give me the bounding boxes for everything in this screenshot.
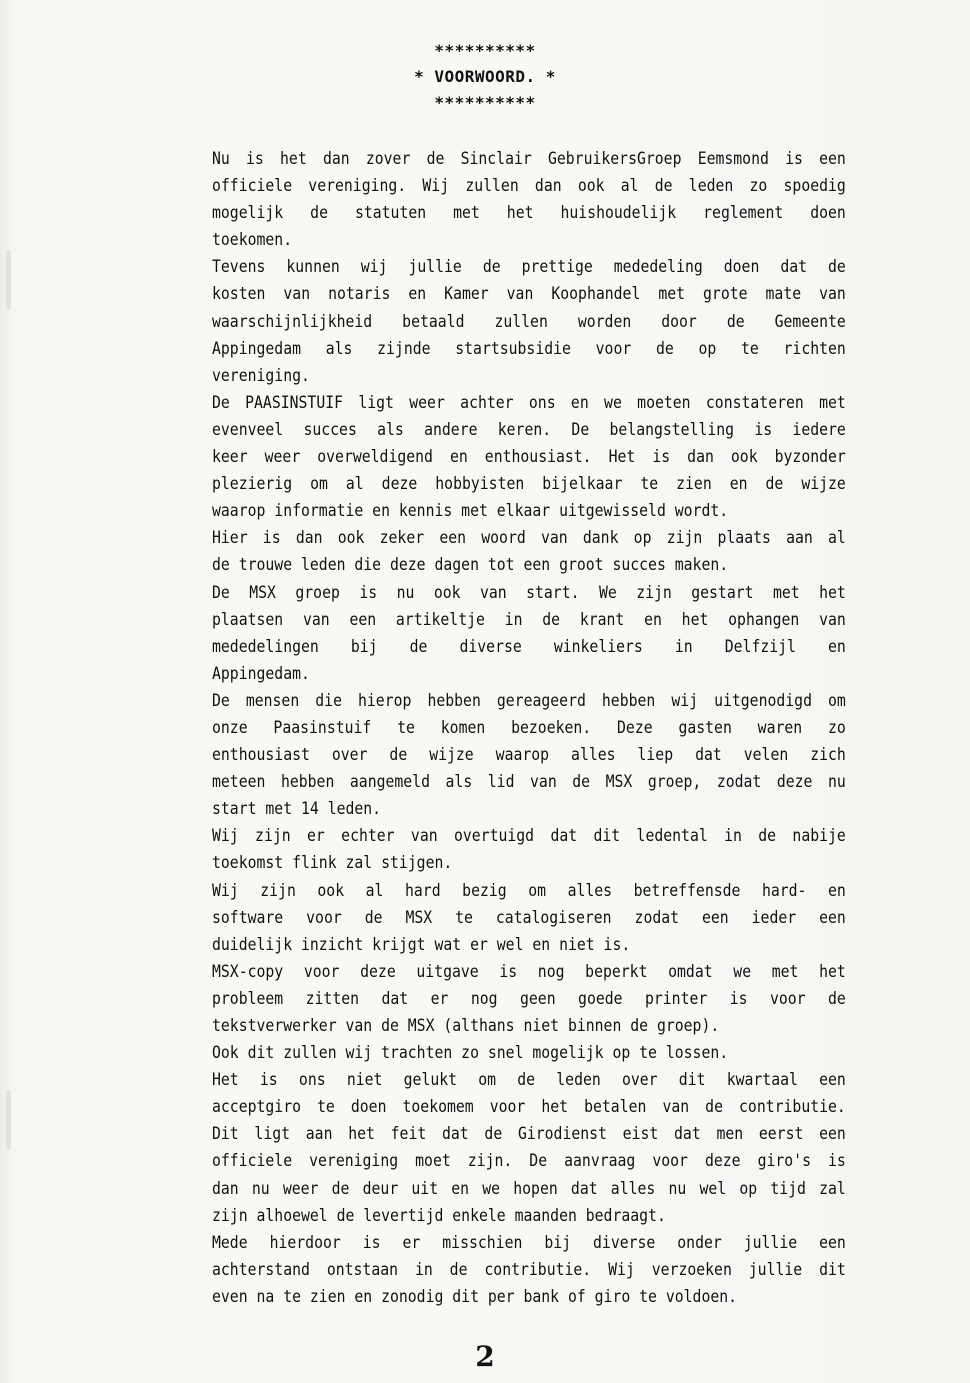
header-stars-bottom: **********	[434, 93, 536, 112]
text-line: probleem zitten dat er nog geen goede printer is voor de	[212, 988, 846, 1009]
text-line: Appingedam als zijnde startsubsidie voor de op te richten	[212, 338, 846, 359]
punch-hole-mark	[6, 250, 11, 310]
text-line: even na te zien en zonodig dit per bank of giro te voldoen.	[212, 1286, 738, 1307]
text-line: Mede hierdoor is er misschien bij diverse onder jullie een	[212, 1232, 846, 1253]
page-number: 2	[475, 1340, 495, 1373]
text-line: Ook dit zullen wij trachten zo snel mogelijk op te lossen.	[212, 1043, 729, 1064]
page-title: * VOORWOORD. *	[414, 67, 556, 86]
text-line: plaatsen van een artikeltje in de krant en het ophangen van	[212, 609, 846, 630]
text-line: start met 14 leden.	[212, 799, 382, 820]
header-stars-top: **********	[434, 41, 536, 60]
text-line: officiele vereniging moet zijn. De aanvraag voor deze giro's is	[212, 1151, 846, 1172]
text-line: achterstand ontstaan in de contributie. Wij verzoeken jullie dit	[212, 1259, 846, 1280]
text-line: De MSX groep is nu ook van start. We zijn gestart met het	[212, 582, 846, 603]
text-line: zijn alhoewel de levertijd enkele maanden bedraagt.	[212, 1205, 666, 1226]
text-line: vereniging.	[212, 365, 310, 386]
text-line: De mensen die hierop hebben gereageerd hebben wij uitgenodigd om	[212, 690, 846, 711]
text-line: toekomst flink zal stijgen.	[212, 853, 453, 874]
text-line: toekomen.	[212, 230, 293, 251]
text-line: De PAASINSTUIF ligt weer achter ons en we moeten constateren met	[212, 392, 846, 413]
text-line: Dit ligt aan het feit dat de Girodienst eist dat men eerst een	[212, 1124, 846, 1145]
text-line: officiele vereniging. Wij zullen dan ook al de leden zo spoedig	[212, 176, 846, 197]
text-line: meteen hebben aangemeld als lid van de MSX groep, zodat deze nu	[212, 772, 846, 793]
text-line: Appingedam.	[212, 663, 310, 684]
text-line: MSX-copy voor deze uitgave is nog beperkt omdat we met het	[212, 961, 846, 982]
text-line: Hier is dan ook zeker een woord van dank op zijn plaats aan al	[212, 528, 846, 549]
text-line: software voor de MSX te catalogiseren zodat een ieder een	[212, 907, 846, 928]
text-line: enthousiast over de wijze waarop alles liep dat velen zich	[212, 745, 846, 766]
text-line: waarschijnlijkheid betaald zullen worden door de Gemeente	[212, 311, 846, 332]
text-line: Wij zijn ook al hard bezig om alles betreffensde hard- en	[212, 880, 846, 901]
text-line: mogelijk de statuten met het huishoudelijk reglement doen	[212, 203, 846, 224]
foreword-text	[212, 146, 846, 1311]
text-line: waarop informatie en kennis met elkaar uitgewisseld wordt.	[212, 501, 729, 522]
text-line: mededelingen bij de diverse winkeliers in Delfzijl en	[212, 636, 846, 657]
text-line: Het is ons niet gelukt om de leden over dit kwartaal een	[212, 1070, 846, 1091]
text-line: plezierig om al deze hobbyisten bijelkaar te zien en de wijze	[212, 474, 846, 495]
text-line: Wij zijn er echter van overtuigd dat dit ledental in de nabije	[212, 826, 846, 847]
page-header	[0, 38, 970, 116]
text-line: Tevens kunnen wij jullie de prettige mededeling doen dat de	[212, 257, 846, 278]
text-line: kosten van notaris en Kamer van Koophandel met grote mate van	[212, 284, 846, 305]
punch-hole-mark	[6, 1090, 11, 1150]
text-line: duidelijk inzicht krijgt wat er wel en niet is.	[212, 934, 631, 955]
text-line: onze Paasinstuif te komen bezoeken. Deze gasten waren zo	[212, 717, 846, 738]
text-line: acceptgiro te doen toekomem voor het betalen van de contributie.	[212, 1097, 846, 1118]
text-line: tekstverwerker van de MSX (althans niet binnen de groep).	[212, 1016, 720, 1036]
text-line: dan nu weer de deur uit en we hopen dat alles nu wel op tijd zal	[212, 1178, 846, 1199]
text-line: Nu is het dan zover de Sinclair GebruikersGroep Eemsmond is een	[212, 149, 846, 169]
text-line: evenveel succes als andere keren. De belangstelling is iedere	[212, 419, 846, 440]
text-line: de trouwe leden die deze dagen tot een groot succes maken.	[212, 555, 729, 576]
text-line: keer weer overweldigend en enthousiast. Het is dan ook byzonder	[212, 447, 846, 468]
